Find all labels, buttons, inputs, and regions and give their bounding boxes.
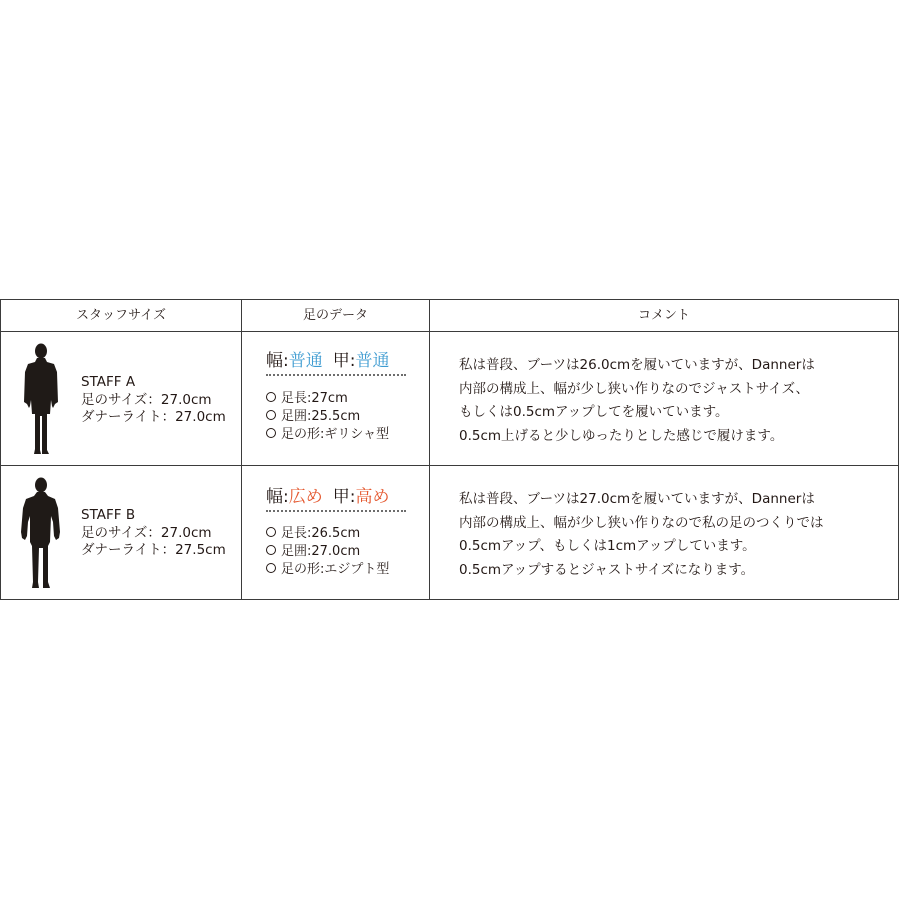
staff-size-table	[0, 299, 899, 600]
circle-bullet-icon	[266, 392, 276, 402]
staff-comment	[459, 488, 824, 582]
comment-line: もしくは0.5cmアップしてを履いています。	[459, 404, 729, 420]
foot-girth: 足囲:25.5cm	[281, 409, 361, 424]
foot-data-list	[266, 390, 389, 444]
circle-bullet-icon	[266, 563, 276, 573]
header-comment: コメント	[637, 308, 690, 323]
danner-light-size: ダナーライト：27.5cm	[81, 542, 226, 558]
fit-summary	[266, 486, 406, 512]
table-row	[1, 332, 898, 465]
foot-girth: 足囲:27.0cm	[281, 544, 361, 559]
circle-bullet-icon	[266, 410, 276, 420]
instep-value: 高め	[355, 487, 390, 507]
foot-shape: 足の形:ギリシャ型	[281, 427, 390, 442]
header-foot-data: 足のデータ	[302, 308, 368, 323]
comment-line: 私は普段、ブーツは26.0cmを履いていますが、Dannerは	[459, 357, 815, 373]
width-label: 幅:	[266, 487, 289, 507]
list-item	[266, 408, 389, 426]
staff-comment	[459, 354, 815, 448]
staff-info	[81, 507, 226, 560]
foot-data-list	[266, 525, 389, 579]
width-value: 普通	[288, 351, 323, 371]
foot-size: 足のサイズ：27.0cm	[81, 524, 212, 541]
fit-summary	[266, 350, 406, 376]
width-value: 広め	[288, 487, 323, 507]
staff-name: STAFF B	[81, 507, 136, 523]
circle-bullet-icon	[266, 527, 276, 537]
comment-line: 内部の構成上、幅が少し狭い作りなのでジャストサイズ、	[459, 380, 810, 397]
instep-label: 甲:	[332, 351, 356, 371]
comment-line: 内部の構成上、幅が少し狭い作りなので私の足のつくりでは	[459, 514, 824, 531]
standing-man-silhouette-icon	[17, 476, 65, 590]
table-row	[1, 466, 898, 599]
comment-line: 私は普段、ブーツは27.0cmを履いていますが、Dannerは	[459, 491, 815, 507]
comment-line: 0.5cmアップするとジャストサイズになります。	[459, 561, 755, 578]
width-label: 幅:	[266, 351, 289, 371]
staff-name: STAFF A	[81, 374, 136, 390]
foot-length: 足長:26.5cm	[281, 526, 361, 541]
circle-bullet-icon	[266, 545, 276, 555]
instep-label: 甲:	[332, 487, 356, 507]
foot-length: 足長:27cm	[281, 391, 348, 406]
standing-man-silhouette-icon	[21, 342, 61, 456]
foot-shape: 足の形:エジプト型	[281, 562, 390, 577]
foot-size: 足のサイズ：27.0cm	[81, 391, 212, 408]
header-staff-size: スタッフサイズ	[76, 308, 166, 323]
list-item	[266, 390, 389, 408]
list-item	[266, 525, 389, 543]
instep-value: 普通	[355, 351, 390, 371]
danner-light-size: ダナーライト：27.0cm	[81, 409, 226, 425]
list-item	[266, 426, 389, 444]
list-item	[266, 561, 389, 579]
staff-info	[81, 374, 226, 427]
comment-line: 0.5cmアップ、もしくは1cmアップしています。	[459, 538, 756, 554]
circle-bullet-icon	[266, 428, 276, 438]
comment-line: 0.5cm上げると少しゆったりとした感じで履けます。	[459, 427, 784, 444]
list-item	[266, 543, 389, 561]
